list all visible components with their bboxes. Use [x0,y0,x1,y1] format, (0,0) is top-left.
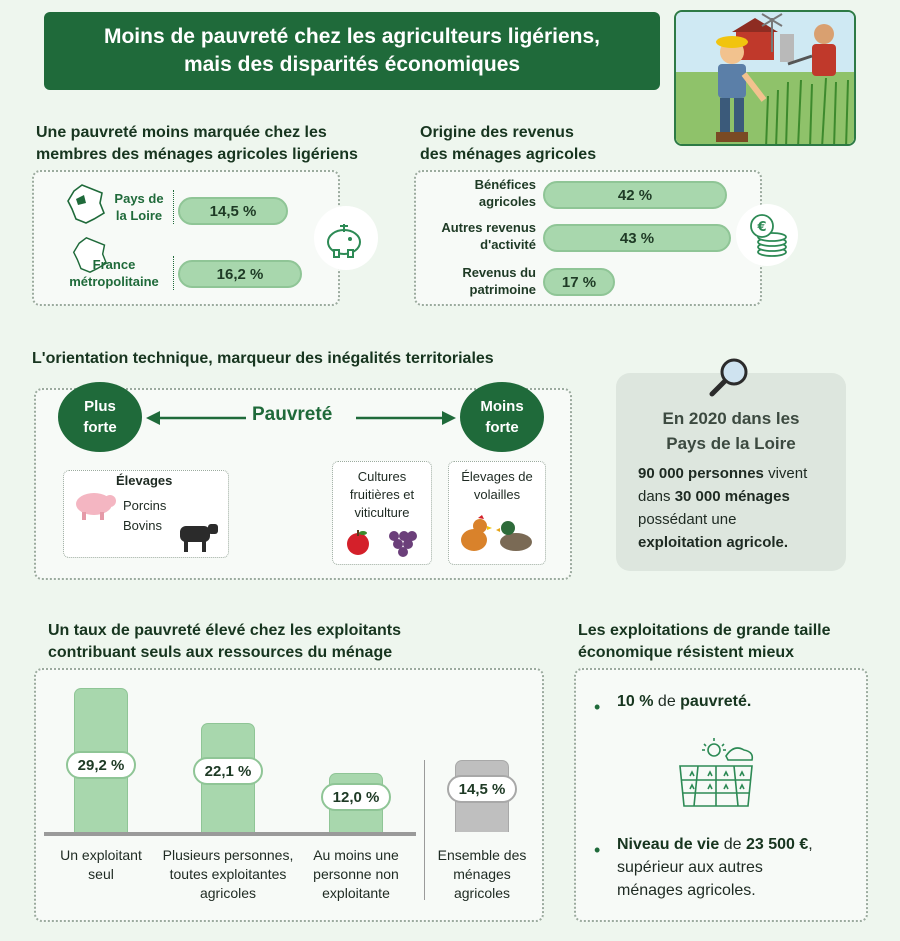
volailles-label [448,468,546,504]
revenue-pill-benefices: 42 % [543,181,727,209]
rev1-label-line2: agricoles [478,194,536,209]
elevages-porcins: Porcins [123,498,167,513]
bullet1-bold2: pauvreté. [680,693,752,710]
chart-category-line: toutes exploitantes [169,866,287,882]
elevages-bovins: Bovins [123,518,163,533]
row1-label-line1: Pays de [114,191,164,206]
section3-title: L'orientation technique, marqueur des inégalités territoriales [32,350,494,367]
main-title-line1: Moins de pauvreté chez les agriculteurs ligériens, [103,25,600,48]
rev1-label-line1: Bénéfices [474,177,536,192]
chart-category-line: personne non [313,866,399,882]
poverty-bar-chart [34,668,544,922]
info-line3: possédant une [638,511,737,528]
info-line4 [638,531,838,554]
main-title-line2: mais des disparités économiques [183,53,521,76]
bullet2-line1 [617,833,857,856]
bullet1-text [617,690,751,713]
bullet2-text [617,833,857,902]
value-pill-pays-de-la-loire: 14,5 % [178,197,288,225]
bullet2-mid: de [719,836,746,853]
bullet1-mid: de [653,693,681,710]
row2-label-line2: métropolitaine [69,274,159,289]
circle-left-line1: Plus [84,398,116,415]
circle-right-line2: forte [485,419,519,436]
cultures-line2: fruitières et [349,487,415,502]
section5-title-line2: économique résistent mieux [578,644,795,661]
info-line1-rest: vivent [763,465,808,482]
chart-category-line: seul [88,866,114,882]
chart-category-line: Un exploitant [60,847,142,863]
info-line1-bold: 90 000 personnes [638,465,764,482]
chart-category-label [402,846,562,903]
rev2-label-line1: Autres revenus [441,220,536,235]
pig-icon [72,486,118,527]
bullet-icon: • [594,697,601,717]
section1-title-line1: Une pauvreté moins marquée chez les [36,124,327,141]
chart-value-label: 29,2 % [66,751,136,779]
revenue-label-patrimoine [426,264,536,298]
circle-plus-forte [58,382,142,452]
france-map-icon [64,183,108,230]
rev3-label-line2: patrimoine [469,282,536,297]
chart-value-label: 22,1 % [193,757,263,785]
chart-category-line: exploitante [322,885,390,901]
revenue-pill-patrimoine: 17 % [543,268,615,296]
svg-text:€: € [757,220,767,235]
info-line2-start: dans [638,488,675,505]
bullet2-bold1: Niveau de vie [617,836,720,853]
bullet2-line2: supérieur aux autres [617,859,763,876]
section4-title [48,620,401,664]
circle-right-line1: Moins [480,398,524,415]
section2-title-line2: des ménages agricoles [420,146,597,163]
grapes-icon [384,526,418,563]
row2-label-line1: France [92,257,136,272]
section2-title-line1: Origine des revenus [420,124,574,141]
revenue-pill-autres: 43 % [543,224,731,252]
section4-title-line1: Un taux de pauvreté élevé chez les exploitants [48,622,402,639]
section1-title-line2: membres des ménages agricoles ligériens [36,146,358,163]
revenue-label-autres [420,219,536,253]
cow-icon [174,518,220,559]
coins-icon [736,204,798,266]
info-line2 [638,485,838,508]
duck-icon [496,514,536,559]
info-title-line1: En 2020 dans les [662,409,800,428]
chart-value-label: 12,0 % [321,783,391,811]
circle-left-line2: forte [83,419,117,436]
info-title-line2: Pays de la Loire [666,434,796,453]
chart-value-label: 14,5 % [447,775,517,803]
bullet-icon: • [594,840,601,860]
volailles-line1: Élevages de [461,469,533,484]
row1-label-line2: la Loire [115,208,163,223]
circle-moins-forte [460,382,544,452]
info-text [638,462,838,554]
section4-title-line2: contribuant seuls aux ressources du ménage [48,644,393,661]
chart-category-line: agricoles [453,885,511,901]
bullet2-bold2: 23 500 € [745,836,809,853]
info-line2-bold: 30 000 ménages [674,488,790,505]
divider [173,256,174,290]
row-france-metro-label [58,256,170,290]
section1-title [36,122,358,166]
info-line4-bold: exploitation agricole. [638,534,789,551]
chart-category-line: ménages [453,866,511,882]
pauvrete-label: Pauvreté [252,404,333,425]
rev2-label-line2: d'activité [480,237,536,252]
cultures-line1: Cultures [357,469,407,484]
cultures-line3: viticulture [354,505,410,520]
section2-title [420,122,596,166]
divider [173,190,174,224]
chart-category-line: Au moins une [313,847,399,863]
piggy-bank-icon [314,206,378,270]
magnifier-icon [706,354,752,405]
bullet1-bold1: 10 % [617,693,654,710]
section5-title [578,620,831,664]
section5-title-line1: Les exploitations de grande taille [578,622,831,639]
arrow-right-icon [356,409,456,432]
revenue-label-benefices [426,176,536,210]
rev3-label-line1: Revenus du [462,265,536,280]
bullet2-end: , [808,836,813,853]
farmers-illustration [674,10,856,146]
value-pill-france-metro: 16,2 % [178,260,302,288]
row-pays-de-la-loire-label [108,190,170,224]
chart-category-line: agricoles [199,885,257,901]
apple-icon [344,528,372,561]
info-title [616,406,846,456]
bullet2-line3: ménages agricoles. [617,882,756,899]
volailles-line2: volailles [473,487,521,502]
chart-category-line: Plusieurs personnes, [162,847,294,863]
main-title-banner [44,12,660,90]
chicken-icon [456,514,492,561]
chart-category-line: Ensemble des [437,847,527,863]
field-sun-icon [676,736,756,815]
elevages-title: Élevages [116,473,173,488]
arrow-left-icon [146,409,246,432]
info-line1 [638,462,838,485]
cultures-label [332,468,432,522]
chart-baseline [44,832,416,836]
